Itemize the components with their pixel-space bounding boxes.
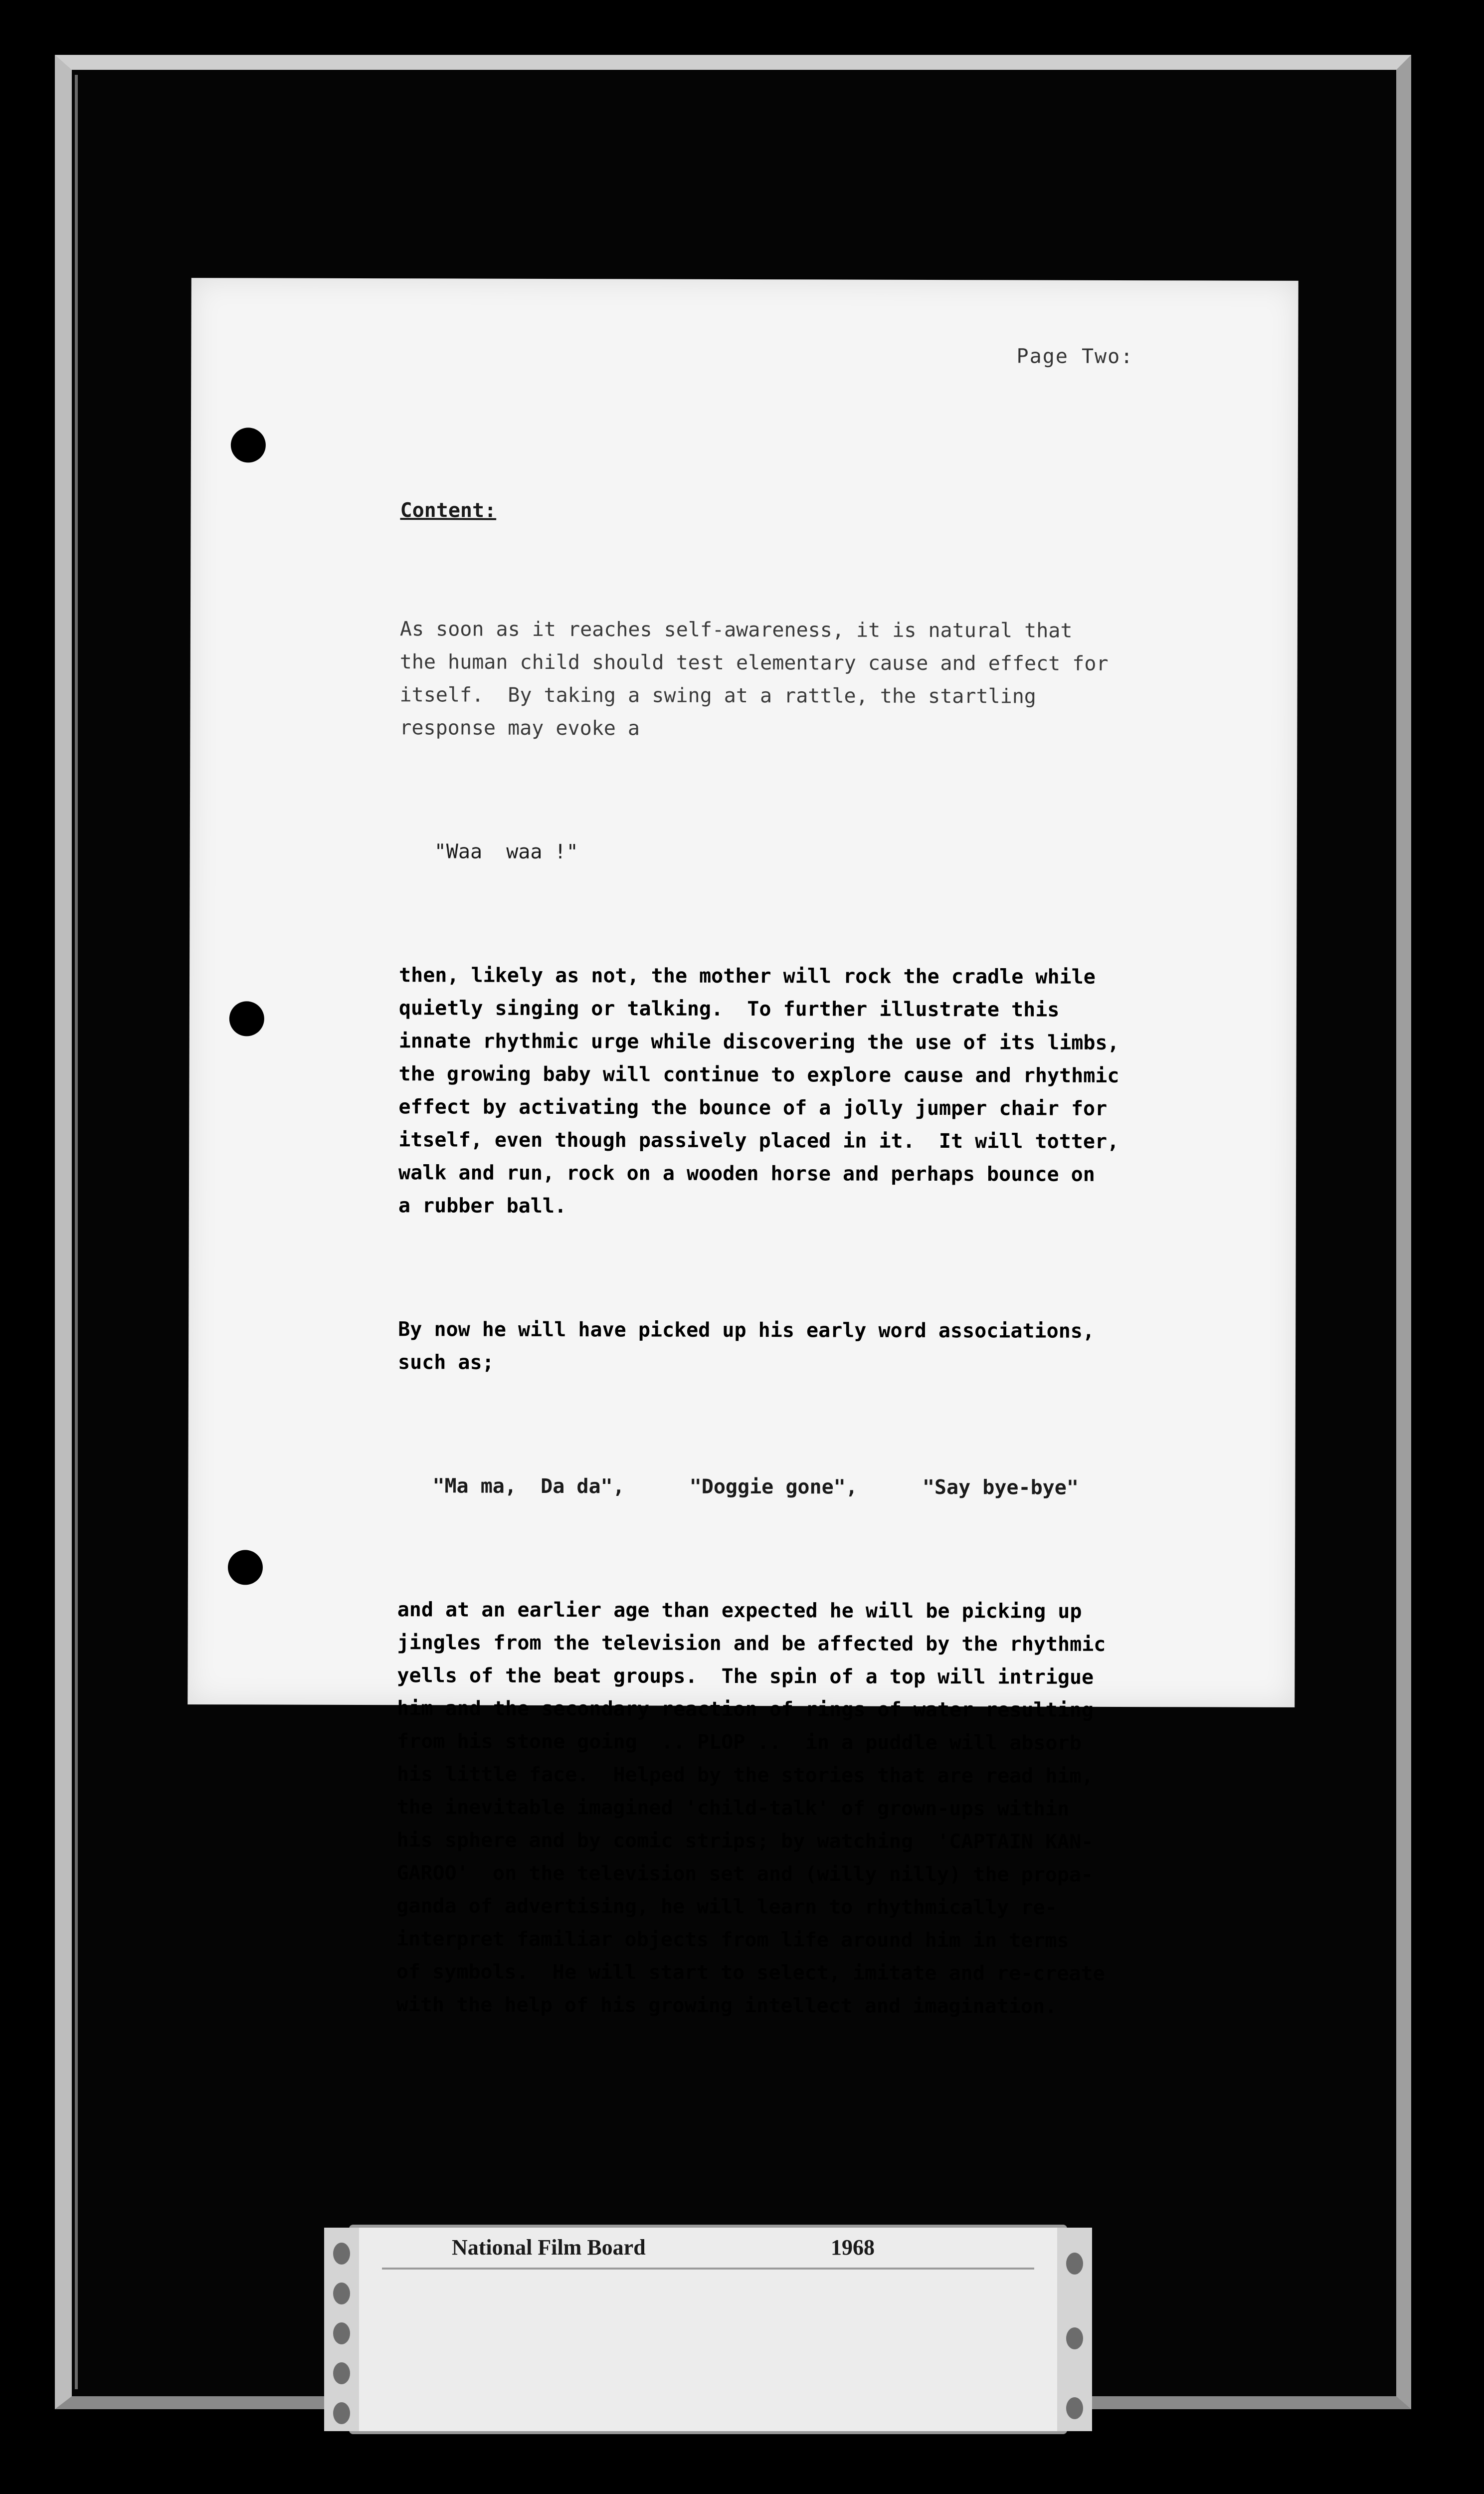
section-heading: Content:: [400, 499, 497, 522]
typed-page: [187, 278, 1298, 2018]
paragraph-2: then, likely as not, the mother will rock the cradle while quietly singing or talking. To further illustrate this innate rhythmic urge while discovering the use of its limbs, the growing baby will continue to explore cause and rhythmic effect by activating the bounce of a jolly jumper chair for itself, even though passively placed in it. It will totter, walk and run, rock on a wooden horse and perhaps bounce on a rubber ball.: [398, 964, 1119, 1218]
sprocket-hole: [1066, 2253, 1083, 2275]
quote-say-bye-bye: "Say bye-bye": [922, 1475, 1079, 1499]
paragraph-4: and at an earlier age than expected he will be picking up jingles from the television and be affected by the rhythmic yells of the beat groups. The spin of a top will intrigue him and the secondary reaction of rings of water resulting from his stone going .. PLOP .. in a puddle will absorb his little face. Helped by the stories that are read him, the inevitable imagined 'child-talk' of grown-ups within his sphere and by comic strips; by watching 'CAPTAIN KAN- GAROO' on the television set and (willy nilly) the propa- ganda of advertising, he will learn to rhythmically re- interpret familiar objects from life around him in terms of symbols. He will start to select, imitate and re-create with the help of his growing intellect and imagination.: [396, 1598, 1106, 2018]
quote-doggie-gone: "Doggie gone",: [689, 1475, 858, 1499]
sprocket-hole: [333, 2362, 350, 2384]
sprocket-strip-right: [1057, 2228, 1092, 2431]
archive-label-card: [349, 2225, 1067, 2434]
label-year: 1968: [831, 2235, 875, 2260]
label-divider: [382, 2268, 1034, 2270]
paragraph-3: By now he will have picked up his early word associations, such as;: [397, 1318, 1095, 1374]
paragraph-1: As soon as it reaches self-awareness, it is natural that the human child should test elementary cause and effect for itself. By taking a swing at a rattle, the startling response may evoke a: [399, 618, 1109, 740]
page-number: Page Two:: [1016, 345, 1134, 369]
sprocket-strip-left: [324, 2228, 359, 2431]
punch-hole-bottom: [228, 1550, 263, 1585]
sprocket-hole: [333, 2283, 350, 2304]
document-body: [396, 428, 1208, 2114]
quote-waa: "Waa waa !": [434, 840, 578, 864]
sprocket-hole: [333, 2322, 350, 2344]
punch-hole-middle: [229, 1001, 264, 1036]
sprocket-hole: [333, 2243, 350, 2265]
word-associations: [397, 1469, 1205, 1504]
sprocket-hole: [333, 2402, 350, 2424]
label-title: National Film Board: [452, 2235, 646, 2260]
quote-mama-dada: "Ma ma, Da da",: [432, 1474, 625, 1498]
sprocket-hole: [1066, 2327, 1083, 2349]
punch-hole-top: [231, 427, 266, 462]
sprocket-hole: [1066, 2397, 1083, 2419]
